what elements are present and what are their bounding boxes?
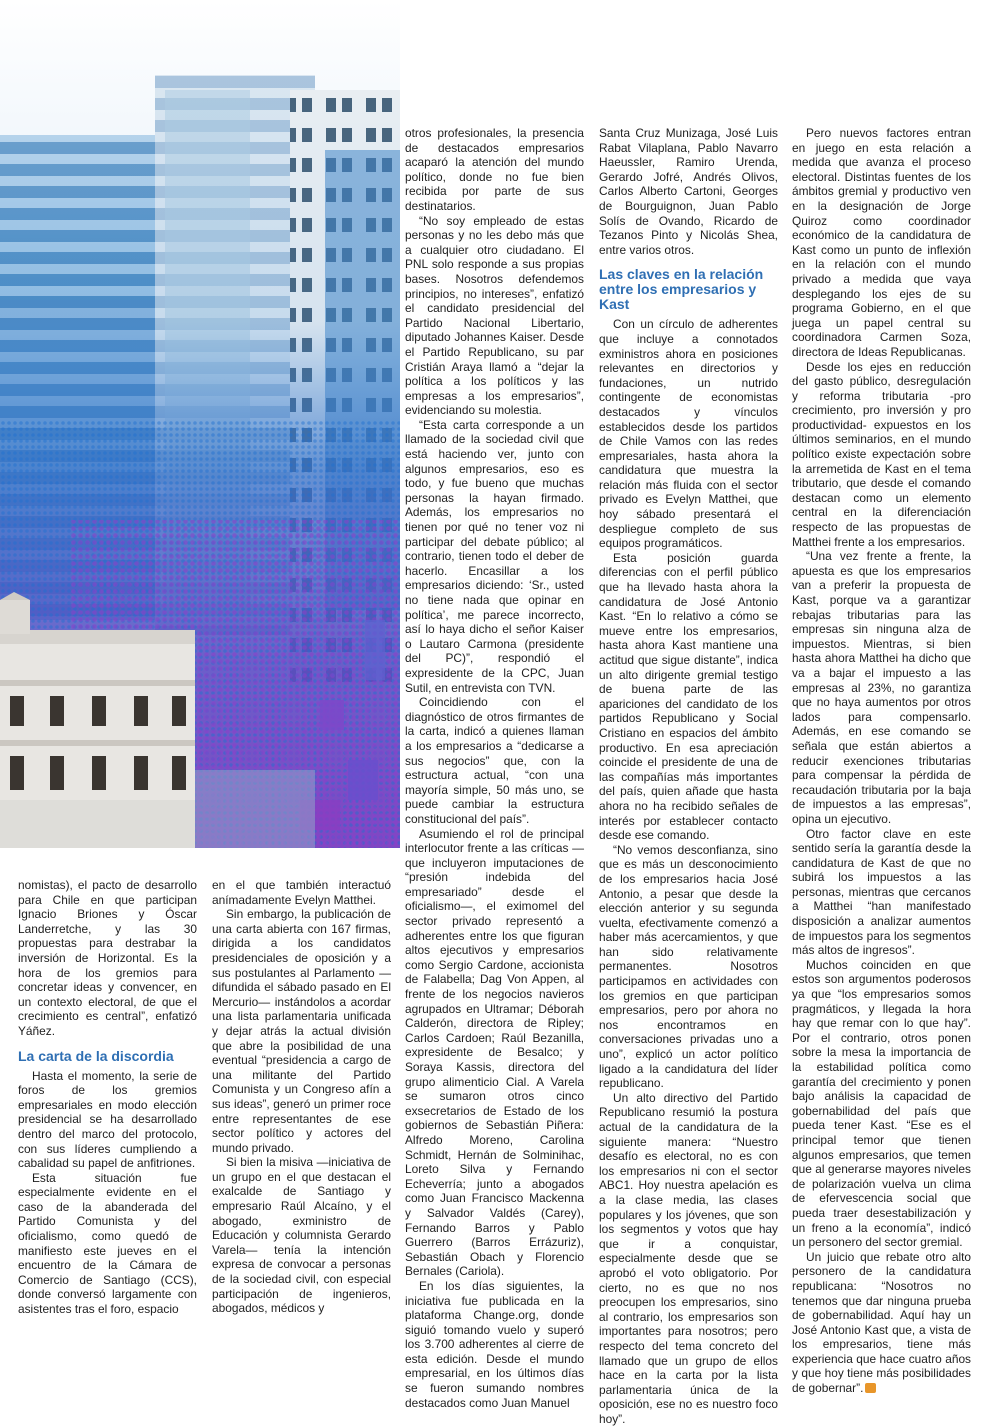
subheading: La carta de la discordia — [18, 1047, 174, 1064]
paragraph: Esta posición guarda diferencias con el perfil público que ha llevado hasta ahora la candidatura de José Antonio Kast. “En lo relativo a cómo se mueve entre los empresarios, hasta ahora Kast mantiene una actitud que sigue distante”, indica un alto dirigente gremial testigo de buena parte de las apariciones del candidato de los partidos Republicano y Social Cristiano en espacios del ámbito productivo. En esa apreciación coincide el presidente de una de las compañías más importantes del país, quien añade que hasta ahora no ha recibido señales de interés por establecer contacto desde ese comando. — [599, 550, 778, 843]
paragraph: “No vemos desconfianza, sino que es más un desconocimiento de los empresarios hacia José Antonio, a pesar que desde la elección anterior y su segunda vuelta, efectivamente comenzó a haber más acercamientos, y que han sido relativamente permanentes. Nosotros participamos en actividades con los gremios en que participan empresarios, pero por ahora no nos encontramos en conversaciones privadas uno a uno”, explicó un actor político ligado a la candidatura del líder republicano. — [599, 842, 778, 1091]
paragraph: Desde los ejes en reducción del gasto público, desregulación y reforma tributaria -pro crecimiento, pro inversión y pro productividad- expuestos en los últimos seminarios, en el mundo político existe expectación sobre la arremetida de Kast en el tema tributario, que desde el comando destacan como un elemento central en la diferenciación respecto de las propuestas de Matthei frente a los empresarios. — [792, 359, 971, 549]
paragraph: Hasta el momento, la serie de foros de los gremios empresariales en modo elección presidencial se ha desarrollado dentro del marco del protocolo, con sus líderes cumpliendo a cabalidad su papel de anfitriones. — [18, 1068, 197, 1171]
paragraph: “Una vez frente a frente, la apuesta es que los empresarios van a preferir la propuesta de Kast, porque va a garantizar rebajas tributarias para las empresas sin ninguna alza de impuestos. Mientras, si bien hasta ahora Matthei ha dicho que va a bajar el impuesto a las empresas al 23%, no garantiza que no haya aumentos por otros lados para compensarlo. Además, en ese comando se señala que están abiertos a reducir exenciones tributarias para compensar la pérdida de recaudación tributaria por la baja de impuestos a las empresas”, opina un ejecutivo. — [792, 549, 971, 826]
end-of-article-icon — [865, 1383, 876, 1393]
paragraph: Asumiendo el rol de principal interlocutor frente a las críticas —que incluyeron imputaciones de “presión indebida del empresariado” desde el oficialismo—, el eximomel del sector privado representó a adherentes entre los que figuran altos ejecutivos y empresarios como Sergio Cardone, accionista de Falabella; Dag Von Appen, al frente de los negocios navieros agrupados en Ultramar; Déborah Calderón, directora de Ripley; Carlos Cardoen; Raúl Bezanilla, expresidente de Besalco; y Soraya Kassis, directora del grupo alimenticio Cial. A Varela se sumaron otros cinco exsecretarios de Estado de los gobiernos de Sebastián Piñera: Alfredo Moreno, Carolina Schmidt, Hernán de Solminihac, Loreto Silva y Fernando Echeverría; junto a abogados como Juan Francisco Mackenna y Salvador Valdés (Carey), Fernando Barros y Pablo Guerrero (Barros Errázuriz), Sebastián Obach y Florencio Bernales (Cariola). — [405, 826, 584, 1279]
paragraph: Pero nuevos factores entran en juego en esta relación a medida que avanza el proceso electoral. Distintas fuentes de los ámbitos gremial y productivo ven en la designación de Jorge Quiroz como coordinador económico de la candidatura de Kast como un punto de inflexión en la relación con el mundo privado a medida que vaya desplegando los ejes de su programa Gobierno, en el que juega un papel central su coordinadora Carmen Soza, directora de Ideas Republicanas. — [792, 126, 971, 359]
paragraph: otros profesionales, la presencia de destacados empresarios acaparó la atención del mundo político, donde no fue bien recibida por parte de sus destinatarios. — [405, 126, 584, 213]
paragraph: Con un círculo de adherentes que incluye a connotados exministros ahora en posiciones relevantes en directorios y fundaciones, un nutrido contingente de economistas destacados y vínculos establecidos desde los partidos de Chile Vamos con las redes empresariales, hasta ahora la candidatura que muestra la relación más fluida con el sector privado es Evelyn Matthei, que hoy sábado presentará el despliegue completo de sus equipos programáticos. — [599, 317, 778, 551]
article-column-bottom-2 — [212, 878, 391, 1316]
subheading: Las claves en la relación entre los empresarios y Kast — [599, 266, 764, 313]
paragraph-final — [792, 1250, 971, 1396]
article-column-bottom-1 — [18, 878, 197, 1317]
paragraph: “No soy empleado de estas personas y no les debo más que a cualquier otro ciudadano. El PNL solo responde a sus propias bases. Nosotros defendemos principios, no intereses”, enfatizó el candidato presidencial del Partido Nacional Libertario, diputado Johannes Kaiser. Desde el Partido Republicano, su par Cristián Araya llamó a “dejar la política a los políticos y las empresas a los empresarios”, evidenciando su molestia. — [405, 213, 584, 418]
paragraph: Otro factor clave en este sentido sería la garantía desde la candidatura de Kast de que no subirá los impuestos a las personas, mientras que cercanos a Matthei “han manifestado disposición a analizar aumentos de impuestos para los segmentos más altos de ingresos”. — [792, 826, 971, 958]
paragraph: en el que también interactuó anímadamente Evelyn Matthei. — [212, 878, 391, 907]
building-illustration — [0, 0, 400, 848]
paragraph: nomistas), el pacto de desarrollo para Chile en que participan Ignacio Briones y Óscar Landerretche, y las 30 propuestas para destrabar la inversión de Horizontal. Es la hora de los gremios para concretar ideas y convencer, en un contexto electoral, de que el crecimiento es central”, enfatizó Yáñez. — [18, 878, 197, 1038]
paragraph: “Esta carta corresponde a un llamado de la sociedad civil que está haciendo ver, junto con algunos empresarios, eso es todo, y fue bueno que muchas personas la hayan firmado. Además, los empresarios no tienen por qué no tener voz ni participar del debate público; al contrario, tienen todo el deber de hacerlo. Encasillar a los empresarios diciendo: ‘Sr., usted no tiene nada que opinar en política’, me parece incorrecto, así lo haya dicho el señor Kaiser o Lautaro Carmona (presidente del PC)”, respondió el expresidente de la CPC, Juan Sutil, en entrevista con TVN. — [405, 417, 584, 695]
article-column-5 — [792, 126, 971, 1396]
paragraph: Sin embargo, la publicación de una carta abierta con 167 firmas, dirigida a los candidatos presidenciales de oposición y a sus postulantes al Parlamento —difundida el sábado pasado en El Mercurio— instándolos a acordar una lista parlamentaria unificada y dejar atrás la actual división que abre la posibilidad de una eventual “presidencia a cargo de una militante del Partido Comunista y un Congreso afín a sus ideas”, generó un primer roce entre representantes de ese sector político y actores del mundo privado. — [212, 907, 391, 1155]
paragraph: Esta situación fue especialmente evidente en el caso de la abanderada del Partido Comunista y del oficialismo, como quedó de manifiesto este jueves en el encuentro de la Cámara de Comercio de Santiago (CCS), donde conversó largamente con asistentes tras el foro, espacio — [18, 1170, 197, 1317]
article-column-4 — [599, 126, 778, 1426]
paragraph: Muchos coinciden en que estos son argumentos poderosos ya que “los empresarios somos pragmáticos, y llegada la hora hay que remar con lo que hay”. Por el contrario, otros ponen sobre la mesa la importancia de la estabilidad política como garantía del crecimiento y ponen bajo análisis la capacidad de gobernabilidad del país que pueda tener Kast. “Ese es el principal temor que tienen algunos empresarios, que temen que al generarse mayores niveles de polarización vuelva un clima de efervescencia social que pueda traer desestabilización y un freno a la economía”, indicó un personero del sector gremial. — [792, 957, 971, 1250]
paragraph: Si bien la misiva —iniciativa de un grupo en el que destacan el exalcalde de Santiago y empresario Raúl Alcaíno, y el abogado, exministro de Educación y columnista Gerardo Varela— tenía la intención expresa de convocar a personas de la sociedad civil, con especial participación de ingenieros, abogados, médicos y — [212, 1155, 391, 1316]
paragraph: Santa Cruz Munizaga, José Luis Rabat Vilaplana, Pablo Navarro Haeussler, Ramiro Urenda, Gerardo Jofré, Andrés Olivos, Carlos Alberto Cartoni, Georges de Bourguignon, Juan Pablo Solís de Ovando, Ricardo de Tezanos Pinto y Nicolás Shea, entre varios otros. — [599, 126, 778, 257]
article-column-3 — [405, 126, 584, 1410]
paragraph-final-text: Un juicio que rebate otro alto personero de la candidatura republicana: “Nosotros no tenemos que dar ninguna prueba de gobernabilidad. Aquí hay un José Antonio Kast que, a vista de los empresarios, tiene más experiencia que hace cuatro años y que hoy tiene más posibilidades de gobernar”. — [792, 1249, 971, 1396]
paragraph: En los días siguientes, la iniciativa fue publicada en la plataforma Change.org, donde siguió tomando vuelo y superó los 3.700 adherentes al cierre de esta edición. Desde el mundo empresarial, en los últimos días se fueron sumando nombres destacados como Juan Manuel — [405, 1278, 584, 1410]
paragraph: Coincidiendo con el diagnóstico de otros firmantes de la carta, indicó a quienes llaman a los empresarios a “dedicarse a sus negocios” que, con la estructura actual, “con una mayoría simple, 50 más uno, se puede cambiar la estructura constitucional del país”. — [405, 695, 584, 826]
paragraph: Un alto directivo del Partido Republicano resumió la postura actual de la candidatura de la siguiente manera: “Nuestro desafío es electoral, no es con los empresarios ni con el sector ABC1. Hoy nuestra apelación es a la clase media, las clases populares y los jóvenes, que son los segmentos y votos que hay que ir a conquistar, especialmente desde que se aprobó el voto obligatorio. Por cierto, no es que no nos preocupen los empresarios, sino al contrario, los empresarios son importantes para nosotros; pero respecto del tema concreto del llamado que un grupo de ellos hace en la carta por la lista parlamentaria única de la oposición, ese no es nuestro foco hoy”. — [599, 1090, 778, 1426]
